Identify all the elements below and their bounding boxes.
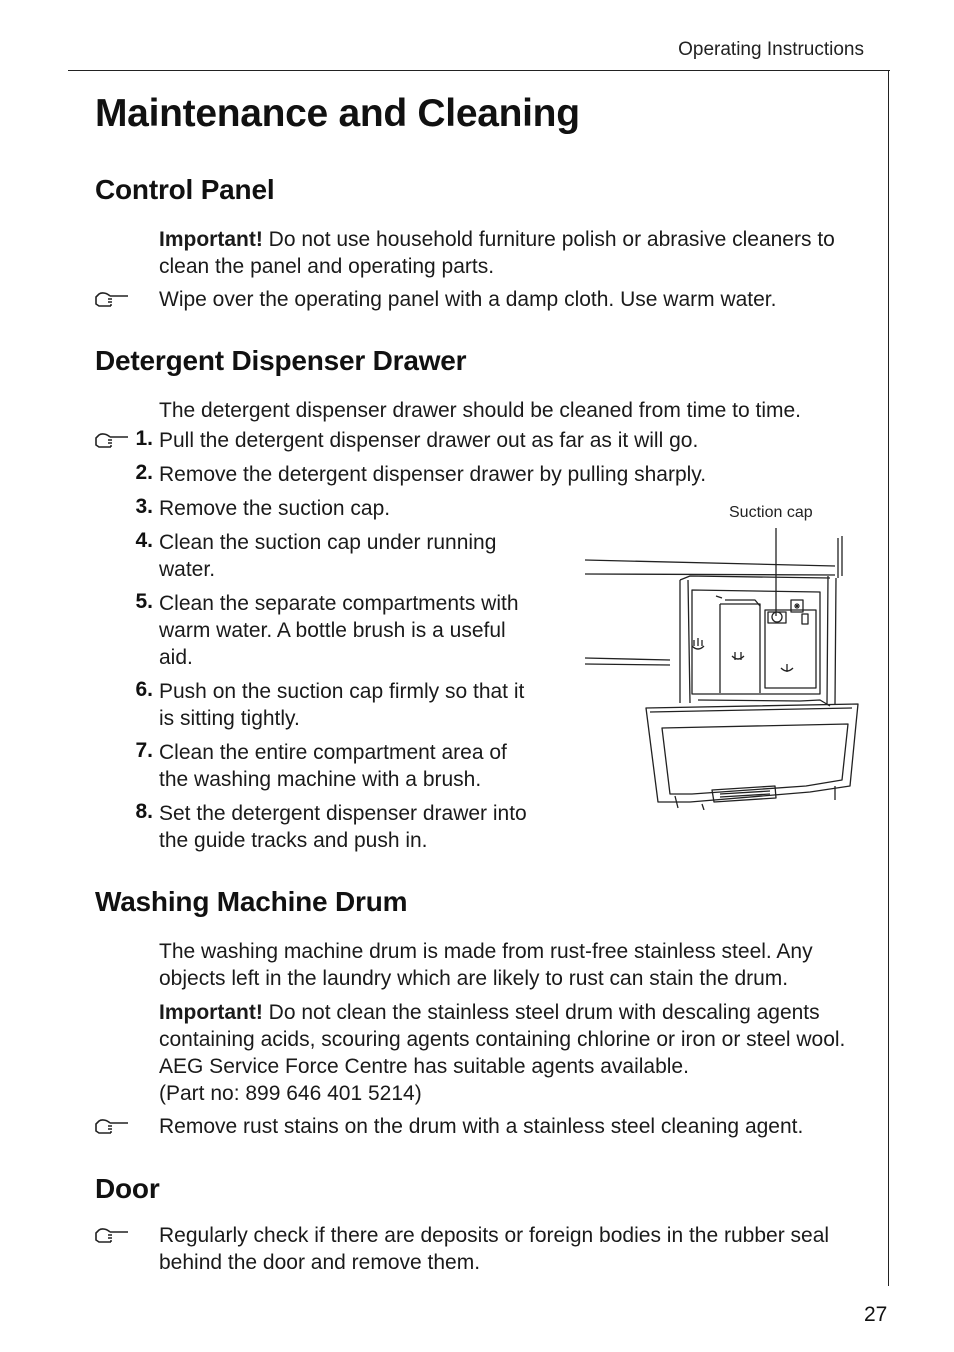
- step-number: 4.: [135, 529, 153, 552]
- dispenser-intro: The detergent dispenser drawer should be cleaned from time to time.: [159, 399, 802, 422]
- important-label: Important!: [159, 1001, 263, 1024]
- figure-caption: Suction cap: [729, 504, 813, 521]
- detergent-drawer-illustration: [580, 528, 865, 810]
- control-panel-important: [159, 226, 859, 280]
- page-title: Maintenance and Cleaning: [95, 92, 580, 135]
- step-text: Pull the detergent dispenser drawer out as far as it will go.: [159, 429, 699, 452]
- running-header: Operating Instructions: [678, 39, 864, 60]
- control-panel-heading: Control Panel: [95, 174, 275, 205]
- dispenser-heading: Detergent Dispenser Drawer: [95, 345, 467, 376]
- page-number: 27: [864, 1303, 888, 1326]
- step-number: 5.: [135, 590, 153, 613]
- pointing-hand-icon: [94, 430, 130, 450]
- pointing-hand-icon: [94, 1225, 130, 1245]
- drum-part-number: (Part no: 899 646 401 5214): [159, 1082, 422, 1105]
- control-panel-tip: Wipe over the operating panel with a damp cloth. Use warm water.: [159, 288, 777, 311]
- door-tip: Regularly check if there are deposits or foreign bodies in the rubber seal behind the door and remove them.: [159, 1224, 830, 1274]
- step-number: 8.: [135, 800, 153, 823]
- drum-important: [159, 999, 861, 1080]
- pointing-hand-icon: [94, 1116, 130, 1136]
- pointing-hand-icon: [94, 289, 130, 309]
- important-text: Do not clean the stainless steel drum with descaling agents containing acids, scouring agents containing chlorine or iron or steel wool. AEG Service Force Centre has suitable agents available.: [159, 1001, 846, 1078]
- drum-tip: Remove rust stains on the drum with a stainless steel cleaning agent.: [159, 1115, 804, 1138]
- step-number: 3.: [135, 495, 153, 518]
- step-text: Set the detergent dispenser drawer into the guide tracks and push in.: [159, 802, 527, 852]
- step-text: Clean the entire compartment area of the washing machine with a brush.: [159, 741, 507, 791]
- step-text: Clean the separate compartments with warm water. A bottle brush is a useful aid.: [159, 592, 519, 669]
- drum-intro: The washing machine drum is made from rust-free stainless steel. Any objects left in the laundry which are likely to rust can stain the drum.: [159, 940, 813, 990]
- door-heading: Door: [95, 1173, 160, 1204]
- step-text: Remove the suction cap.: [159, 497, 391, 520]
- step-number: 2.: [135, 461, 153, 484]
- step-number: 6.: [135, 678, 153, 701]
- drum-heading: Washing Machine Drum: [95, 886, 408, 917]
- step-text: Clean the suction cap under running water.: [159, 531, 497, 581]
- important-text: Do not use household furniture polish or abrasive cleaners to clean the panel and operating parts.: [159, 228, 835, 278]
- header-rule: [68, 70, 890, 71]
- margin-rule: [888, 70, 889, 1286]
- step-number: 1.: [135, 427, 153, 450]
- step-number: 7.: [135, 739, 153, 762]
- important-label: Important!: [159, 228, 263, 251]
- step-text: Remove the detergent dispenser drawer by pulling sharply.: [159, 463, 707, 486]
- step-text: Push on the suction cap firmly so that it is sitting tightly.: [159, 680, 525, 730]
